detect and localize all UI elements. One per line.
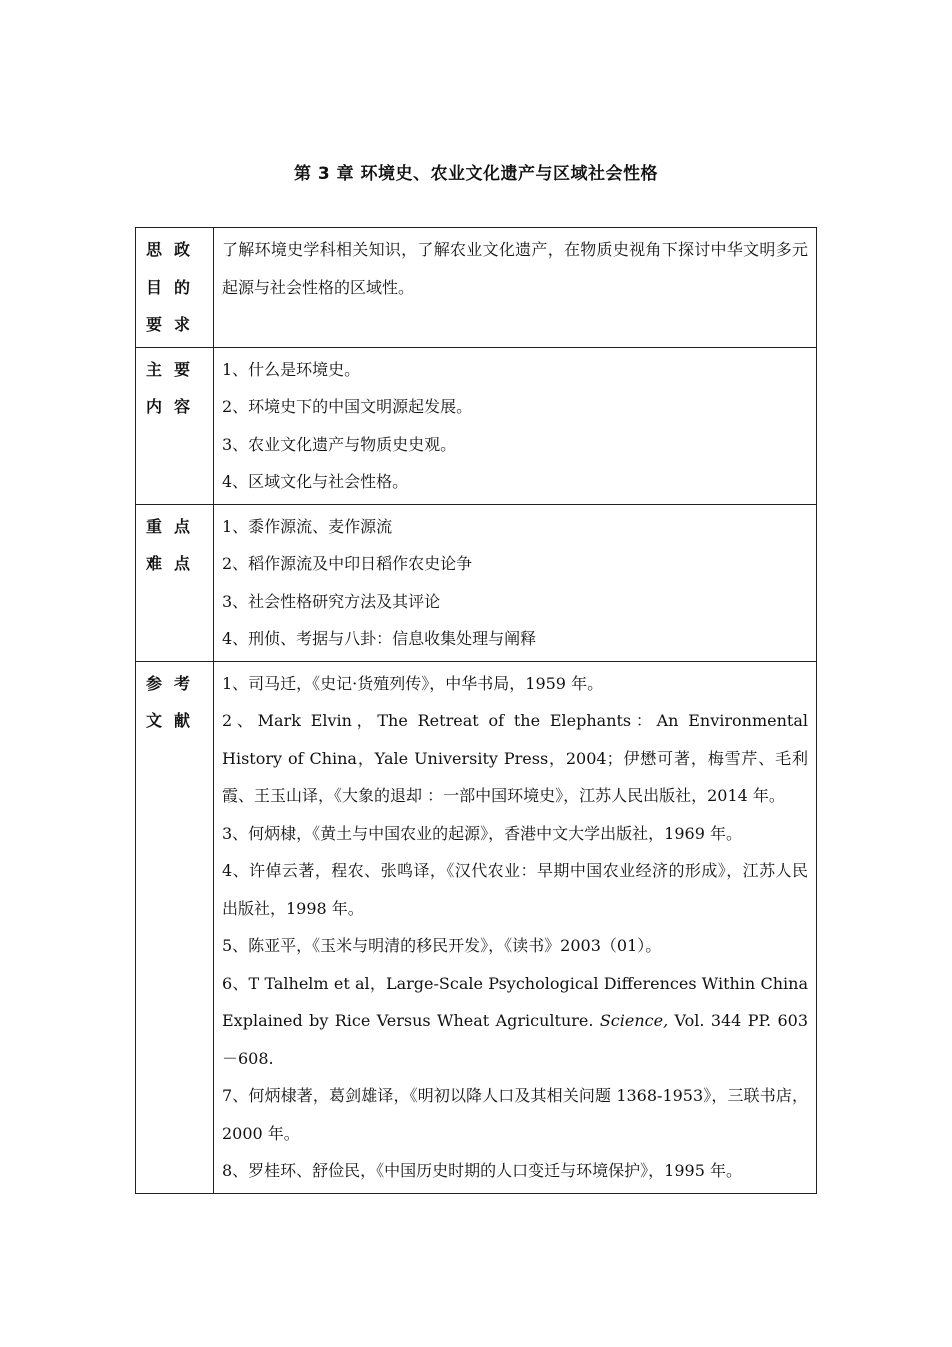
row-label: 思政目的要求 — [136, 228, 214, 348]
reference-item: 3、何炳棣，《黄土与中国农业的起源》，香港中文大学出版社，1969 年。 — [222, 823, 742, 843]
table-row — [136, 228, 817, 348]
table-row — [136, 661, 817, 1193]
reference-item: 4、许倬云著，程农、张鸣译，《汉代农业：早期中国农业经济的形成》，江苏人民出版社，1998 年。 — [222, 861, 808, 918]
row-label: 重点难点 — [136, 504, 214, 661]
row-content — [214, 504, 817, 661]
page-title: 第 3 章 环境史、农业文化遗产与区域社会性格 — [293, 164, 659, 184]
blank-line — [222, 306, 808, 344]
row-content — [214, 228, 817, 348]
list-item: 2、环境史下的中国文明源起发展。 — [222, 397, 473, 416]
reference-item: 1、司马迁，《史记·货殖列传》，中华书局，1959 年。 — [222, 673, 604, 693]
reference-item: 7、何炳棣著，葛剑雄译，《明初以降人口及其相关问题 1368-1953》，三联书店，2000 年。 — [222, 1086, 808, 1143]
reference-text: 6、T Talhelm et al，Large-Scale Psychological Differences Within China Explained by Rice Versus Wheat Agriculture. — [222, 973, 808, 1030]
list-item: 4、刑侦、考据与八卦：信息收集处理与阐释 — [222, 629, 537, 648]
table-row — [136, 347, 817, 504]
list-item: 1、什么是环境史。 — [222, 359, 361, 379]
reference-item: 5、陈亚平，《玉米与明清的移民开发》，《读书》2003（01）。 — [222, 936, 662, 955]
reference-item: 2、Mark Elvin，The Retreat of the Elephants：An Environmental History of China，Yale University Press，2004；伊懋可著，梅雪芹、毛利霞、王玉山译，《大象的退却 ：一部中国环境史》，江苏人民出版社，2014 年。 — [222, 711, 808, 805]
table-row — [136, 504, 817, 661]
syllabus-table — [135, 227, 817, 1194]
reference-item — [222, 965, 808, 1078]
reference-item: 8、罗桂环、舒俭民，《中国历史时期的人口变迁与环境保护》，1995 年。 — [222, 1161, 742, 1180]
list-item: 1、黍作源流、麦作源流 — [222, 516, 393, 536]
list-item: 了解环境史学科相关知识，了解农业文化遗产，在物质史视角下探讨中华文明多元起源与社会性格的区域性。 — [222, 240, 808, 297]
reference-text: Vol. 344 PP. 603－608. — [222, 1011, 809, 1068]
journal-name: Science, — [599, 1011, 669, 1030]
row-content — [214, 347, 817, 504]
row-content — [214, 661, 817, 1193]
list-item: 3、农业文化遗产与物质史史观。 — [222, 434, 457, 454]
list-item: 2、稻作源流及中印日稻作农史论争 — [222, 554, 473, 573]
list-item: 4、区域文化与社会性格。 — [222, 472, 409, 491]
row-label: 参考文献 — [136, 661, 214, 1193]
row-label: 主要内容 — [136, 347, 214, 504]
list-item: 3、社会性格研究方法及其评论 — [222, 591, 441, 611]
